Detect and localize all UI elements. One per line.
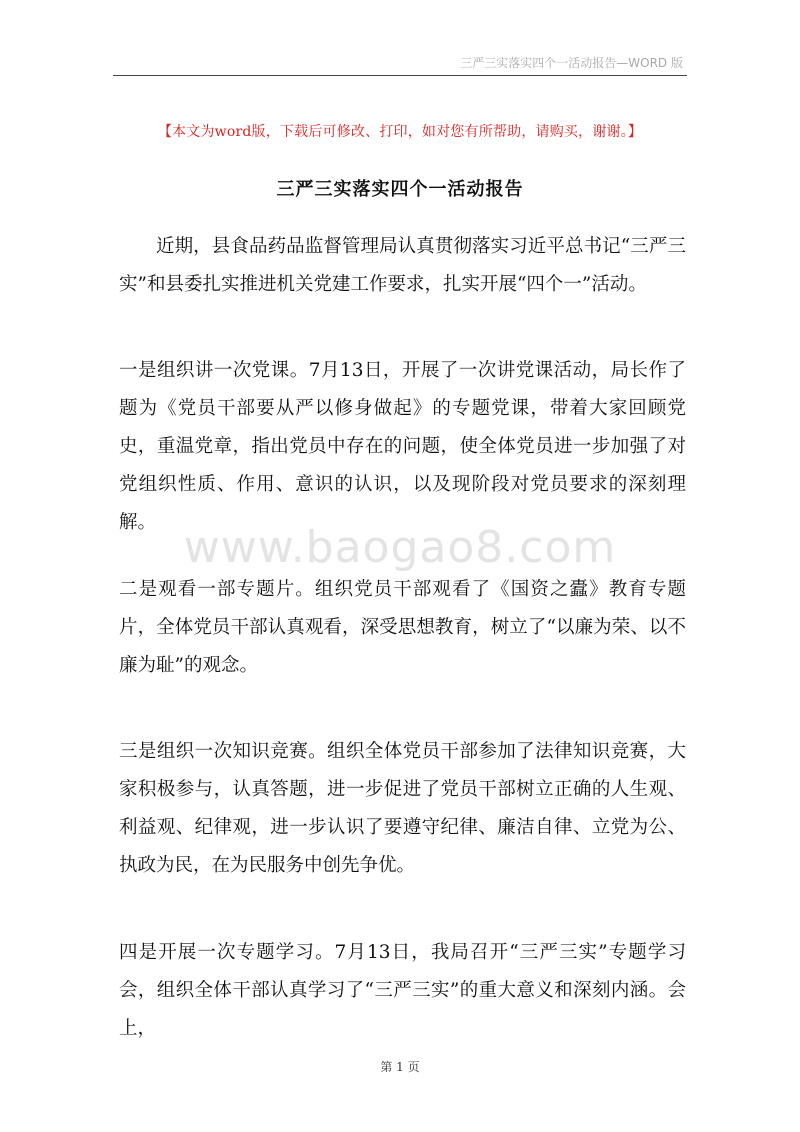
purchase-notice: 【本文为word版，下载后可修改、打印，如对您有所帮助，请购买，谢谢。】: [157, 124, 643, 140]
running-header: 三严三实落实四个一活动报告—WORD 版: [460, 56, 683, 70]
paragraph-item-2: 二是观看一部专题片。组织党员干部观看了《国资之蠹》教育专题片，全体党员干部认真观看，深受思想教育，树立了“以廉为荣、以不廉为耻”的观念。: [119, 579, 686, 676]
paragraph-item-1: 一是组织讲一次党课。7月13日，开展了一次讲党课活动，局长作了题为《党员干部要从严以修身做起》的专题党课，带着大家回顾党史，重温党章，指出党员中存在的问题，使全体党员进一步加强了对党组织性质、作用、意识的认识，以及现阶段对党员要求的深刻理解。: [119, 360, 686, 533]
header-divider: [113, 75, 687, 76]
paragraph-item-3: 三是组织一次知识竞赛。组织全体党员干部参加了法律知识竞赛，大家积极参与，认真答题，进一步促进了党员干部树立正确的人生观、利益观、纪律观，进一步认识了要遵守纪律、廉洁自律、立党为公、执政为民，在为民服务中创先争优。: [119, 741, 686, 876]
watermark: www.baogao8.com: [183, 522, 617, 573]
paragraph-intro: 近期，县食品药品监督管理局认真贯彻落实习近平总书记“三严三实”和县委扎实推进机关党建工作要求，扎实开展“四个一”活动。: [119, 236, 686, 295]
document-title: 三严三实落实四个一活动报告: [276, 179, 524, 200]
paragraph-item-4: 四是开展一次专题学习。7月13日，我局召开“三严三实”专题学习会，组织全体干部认真学习了“三严三实”的重大意义和深刻内涵。会上，: [119, 942, 686, 1039]
page-number: 第 1 页: [380, 1060, 420, 1074]
